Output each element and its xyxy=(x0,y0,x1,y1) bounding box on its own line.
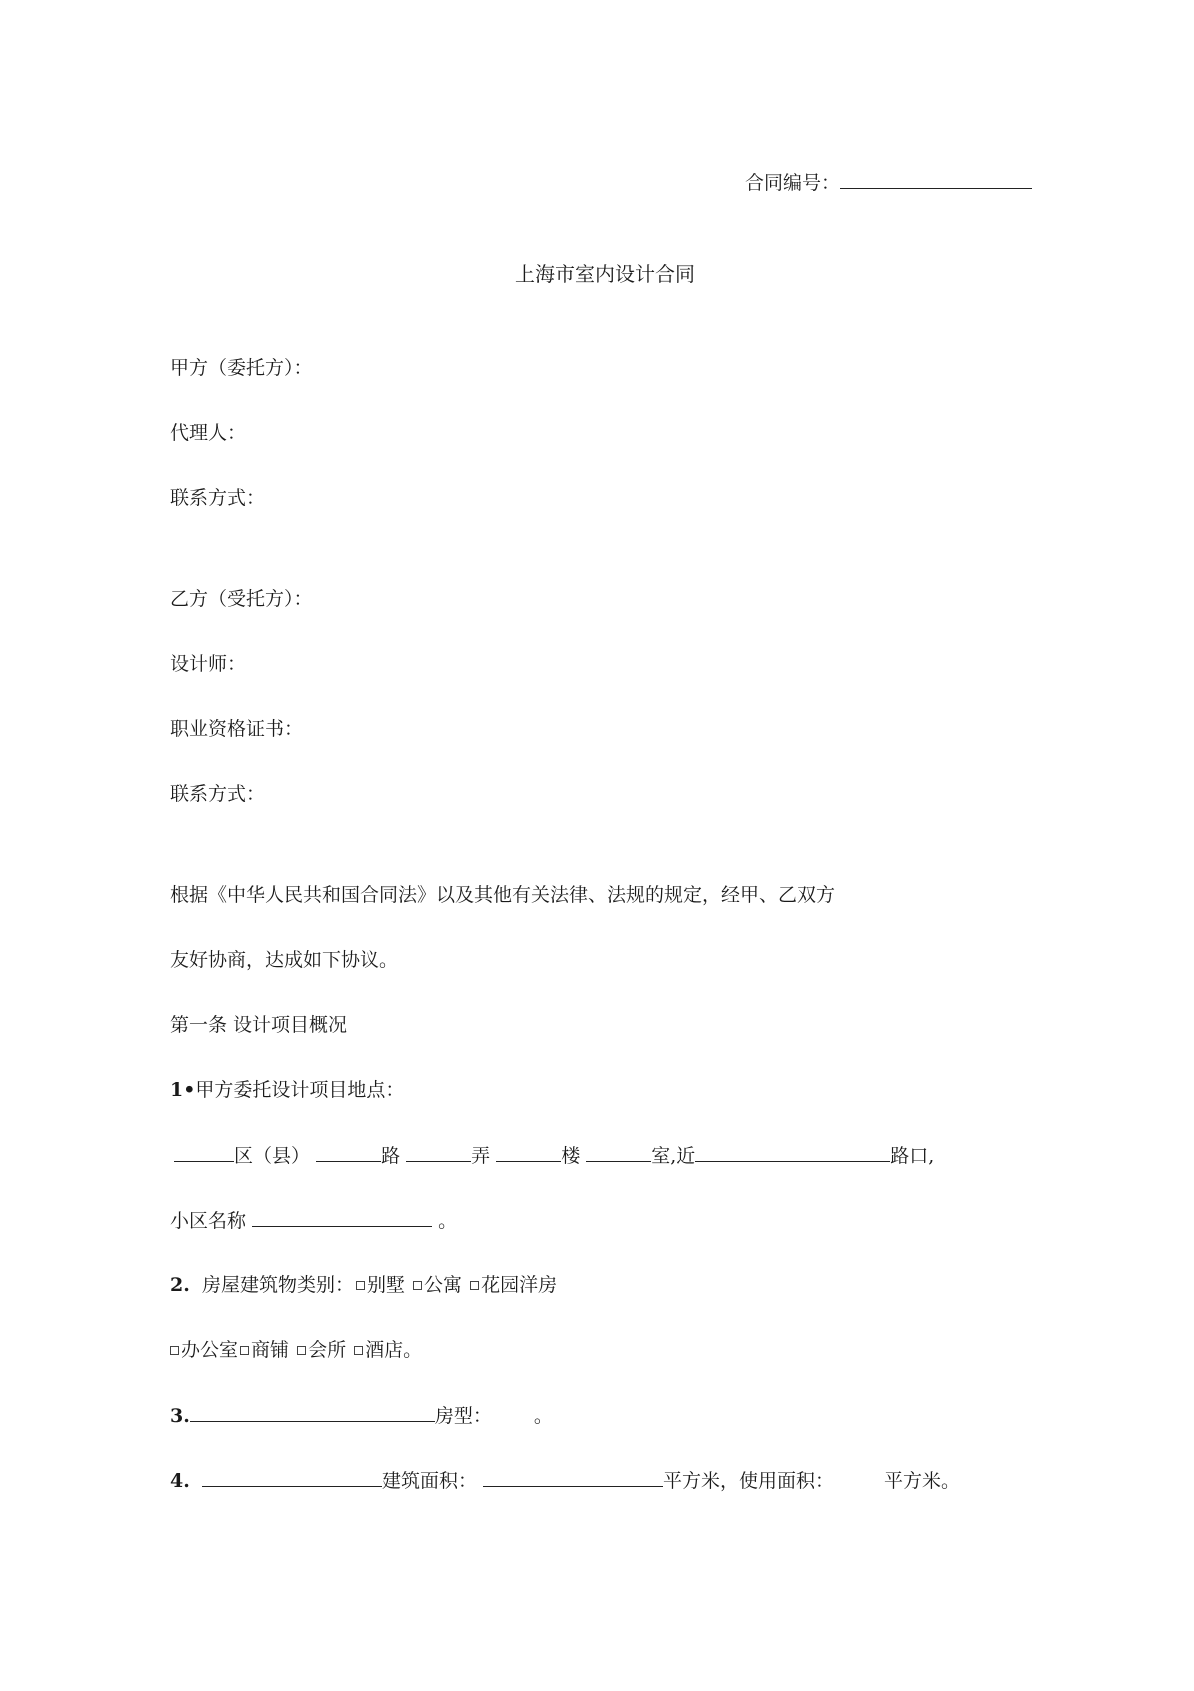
checkbox-shop[interactable] xyxy=(240,1346,249,1355)
option-shop: 商铺 xyxy=(251,1339,290,1361)
item-4-label: 建筑面积： xyxy=(381,1470,477,1492)
item-4-blank-2 xyxy=(483,1468,663,1487)
item-3-line xyxy=(170,1403,553,1428)
district-blank xyxy=(174,1143,234,1162)
item-3-label: 房型： xyxy=(434,1405,492,1427)
preamble-line-1: 根据《中华人民共和国合同法》以及其他有关法律、法规的规定，经甲、乙双方 xyxy=(170,884,836,906)
item-4-blank-1 xyxy=(202,1468,382,1487)
checkbox-apartment[interactable] xyxy=(413,1281,422,1290)
road-blank xyxy=(316,1143,381,1162)
contract-number-label: 合同编号： xyxy=(745,172,841,194)
lane-blank xyxy=(406,1143,471,1162)
contract-number-line xyxy=(745,170,1032,195)
community-line xyxy=(170,1208,457,1233)
community-end: 。 xyxy=(438,1210,458,1232)
checkbox-garden-house[interactable] xyxy=(470,1281,479,1290)
community-label: 小区名称 xyxy=(170,1210,247,1232)
option-hotel: 酒店 xyxy=(365,1339,404,1361)
item-1-line xyxy=(170,1078,404,1102)
community-blank xyxy=(252,1208,432,1227)
option-apartment: 公寓 xyxy=(424,1274,463,1296)
option-office: 办公室 xyxy=(181,1339,239,1361)
item-3-number: 3. xyxy=(170,1405,190,1427)
building-blank xyxy=(496,1143,561,1162)
item-4-line xyxy=(170,1468,960,1493)
room-label: 室,近 xyxy=(651,1145,696,1167)
item-4-number: 4. xyxy=(170,1470,190,1492)
option-garden-house: 花园洋房 xyxy=(481,1274,558,1296)
party-a-contact-label: 联系方式： xyxy=(170,487,266,509)
option-villa: 别墅 xyxy=(366,1274,405,1296)
item-1-label: 甲方委托设计项目地点： xyxy=(195,1079,405,1101)
party-b-contact-label: 联系方式： xyxy=(170,783,266,805)
crossing-label: 路口, xyxy=(890,1145,935,1167)
party-b-certificate-label: 职业资格证书： xyxy=(170,718,304,740)
contract-number-blank xyxy=(840,170,1032,189)
item-1-address-line xyxy=(174,1143,934,1168)
building-label: 楼 xyxy=(561,1145,581,1167)
item-3-blank xyxy=(190,1403,435,1422)
road-label: 路 xyxy=(381,1145,401,1167)
lane-label: 弄 xyxy=(471,1145,491,1167)
room-blank xyxy=(586,1143,651,1162)
checkbox-office[interactable] xyxy=(170,1346,179,1355)
item-1-number: 1• xyxy=(170,1079,196,1101)
party-a-label: 甲方（委托方）： xyxy=(170,357,313,379)
document-title: 上海市室内设计合同 xyxy=(515,262,695,286)
party-a-agent-label: 代理人： xyxy=(170,422,247,444)
option-club: 会所 xyxy=(308,1339,347,1361)
article-1-heading: 第一条 设计项目概况 xyxy=(170,1014,348,1036)
item-2-end: 。 xyxy=(403,1339,423,1361)
item-4-unit-1: 平方米，使用面积： xyxy=(663,1470,835,1492)
crossing-blank xyxy=(695,1143,890,1162)
checkbox-hotel[interactable] xyxy=(354,1346,363,1355)
preamble-line-2: 友好协商，达成如下协议。 xyxy=(170,949,399,971)
party-b-designer-label: 设计师： xyxy=(170,653,247,675)
item-2-line-2 xyxy=(170,1338,422,1362)
item-2-label: 房屋建筑物类别： xyxy=(201,1274,354,1296)
party-b-label: 乙方（受托方）： xyxy=(170,588,313,610)
checkbox-club[interactable] xyxy=(297,1346,306,1355)
item-3-end: 。 xyxy=(533,1405,553,1427)
item-2-number: 2. xyxy=(170,1274,190,1296)
item-4-unit-2: 平方米。 xyxy=(884,1470,961,1492)
item-2-line xyxy=(170,1273,557,1297)
checkbox-villa[interactable] xyxy=(356,1281,365,1290)
district-label: 区（县） xyxy=(234,1145,311,1167)
